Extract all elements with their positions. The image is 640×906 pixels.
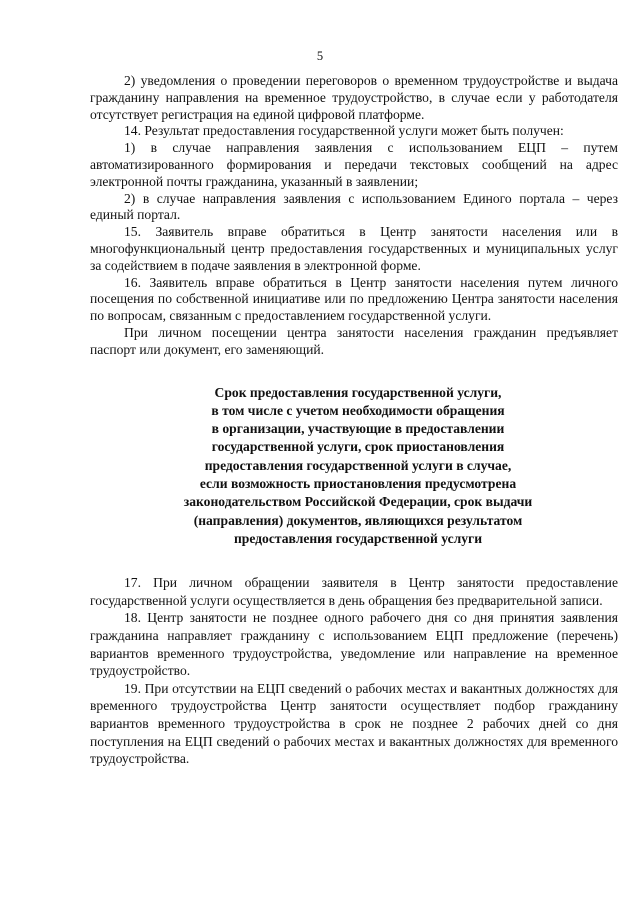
heading-line: (направления) документов, являющихся результатом bbox=[193, 512, 523, 528]
document-body bbox=[90, 73, 618, 768]
paragraph-16-visit: При личном посещении центра занятости населения гражданин предъявляет паспорт или документ, его заменяющий. bbox=[90, 324, 618, 357]
page-number: 5 bbox=[316, 49, 324, 63]
paragraph-18: 18. Центр занятости не позднее одного рабочего дня со дня принятия заявления гражданина направляет гражданину с использованием ЕЦП предложение (перечень) вариантов временного трудоустройства, уведомление или направление на временное трудоустройство. bbox=[90, 610, 618, 679]
section-bottom bbox=[90, 574, 618, 768]
paragraph-14-item-2: 2) в случае направления заявления с использованием Единого портала – через единый портал. bbox=[90, 190, 618, 223]
heading-line: предоставления государственной услуги bbox=[233, 530, 483, 546]
heading-line: в организации, участвующие в предоставлении bbox=[211, 421, 505, 437]
paragraph-17: 17. При личном обращении заявителя в Центр занятости предоставление государственной услуги осуществляется в день обращения без предварительной записи. bbox=[90, 575, 618, 608]
paragraph-14-item-1: 1) в случае направления заявления с использованием ЕЦП – путем автоматизированного формирования и передачи текстовых сообщений на адрес электронной почты гражданина, указанный в заявлении; bbox=[90, 140, 618, 189]
heading-line: законодательством Российской Федерации, срок выдачи bbox=[183, 494, 533, 510]
section-top bbox=[90, 73, 618, 359]
heading-line: в том числе с учетом необходимости обращения bbox=[211, 402, 505, 418]
paragraph-15: 15. Заявитель вправе обратиться в Центр занятости населения или в многофункциональный центр предоставления государственных и муниципальных услуг за содействием в подаче заявления в электронной форме. bbox=[90, 224, 618, 273]
heading-line: государственной услуги, срок приостановления bbox=[211, 439, 505, 455]
paragraph-19: 19. При отсутствии на ЕЦП сведений о рабочих местах и вакантных должностях для временного трудоустройства Центр занятости осуществляет подбор гражданину вариантов временного трудоустройства в срок не позднее 2 рабочих дней со дня поступления на ЕЦП сведений о рабочих местах и вакантных должностях для временного трудоустройства. bbox=[90, 680, 618, 767]
heading-line: если возможность приостановления предусмотрена bbox=[199, 476, 517, 492]
paragraph-14: 14. Результат предоставления государственной услуги может быть получен: bbox=[124, 123, 564, 139]
paragraph-16: 16. Заявитель вправе обратиться в Центр занятости населения путем личного посещения по собственной инициативе или по предложению Центра занятости населения по вопросам, связанным с предоставлением государственной услуги. bbox=[90, 274, 618, 324]
section-heading bbox=[90, 384, 618, 549]
paragraph-notification-item-2: 2) уведомления о проведении переговоров о временном трудоустройстве и выдача гражданину направления на временное трудоустройство, в случае если у работодателя отсутствует регистрация на единой цифровой платформе. bbox=[90, 73, 618, 122]
heading-line: Срок предоставления государственной услуги, bbox=[214, 384, 502, 400]
heading-line: предоставления государственной услуги в случае, bbox=[204, 457, 512, 473]
